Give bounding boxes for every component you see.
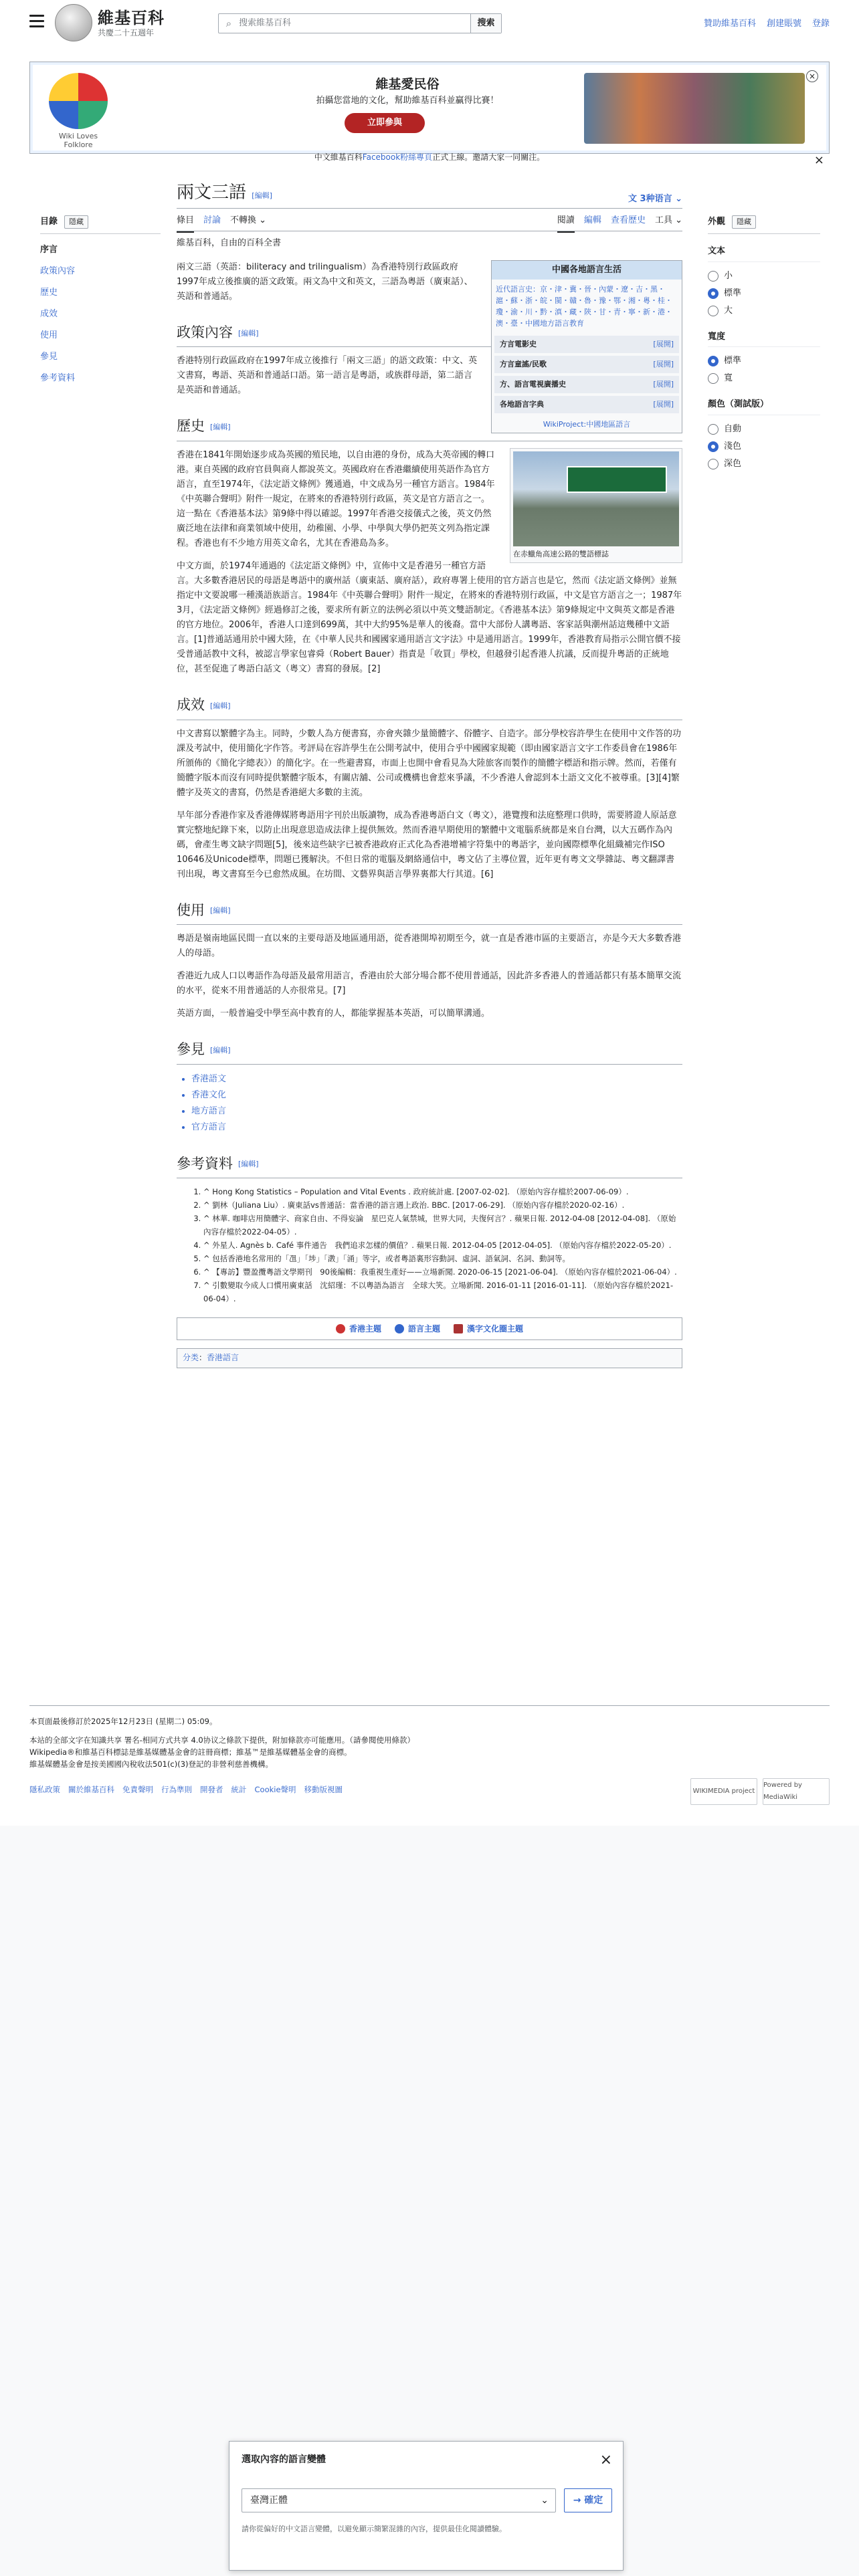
dialog-title: 選取內容的語言變體 (242, 2454, 326, 2465)
image-caption: 在赤鱲角高速公路的雙語標誌 (513, 549, 609, 558)
infobox-row: 各地語言字典 [展開] (494, 396, 679, 413)
tab-history[interactable]: 查看歷史 (610, 215, 646, 225)
dialog-hint: 請你從偏好的中文語言變體，以避免顯示簡繁混雜的內容，提供最佳化閱讀體驗。 (242, 2525, 506, 2533)
tab-article[interactable]: 條目 (177, 214, 194, 233)
section-heading-references: 參考資料 [編輯] (177, 1153, 682, 1179)
nonprofit-text: 維基媒體基金會是按美國國內稅收法501(c)(3)登記的非營利慈善機構。 (29, 1759, 274, 1769)
tab-variant[interactable]: 不轉換 ⌄ (230, 215, 267, 225)
section-heading-policy: 政策內容 [編輯] (177, 322, 682, 348)
see-also-list (191, 1071, 682, 1136)
reference-item[interactable]: 3. ^ 林華. 咖啡店用簡體字、商家自由、不得妄論 星巴克人氣禁城，世界大同，夫復何言？. 蘋果日報. 2012-04-08 [2012-04-08]. （原始內容存檔於2022-04-05）. (203, 1212, 682, 1239)
table-of-contents (40, 215, 161, 389)
mediawiki-badge[interactable]: Powered by MediaWiki (763, 1778, 830, 1805)
category-bar: 分类：香港語言 (177, 1348, 682, 1368)
expand-link[interactable]: [展開] (653, 359, 674, 368)
login-link[interactable]: 登錄 (812, 19, 830, 29)
footer-link[interactable]: 免責聲明 (122, 1785, 153, 1794)
infobox-row: 方言電影史 [展開] (494, 336, 679, 353)
appearance-hide-button[interactable]: 隱藏 (732, 215, 756, 229)
license-text: 本站的全部文字在知識共享 署名-相同方式共享 4.0协议之條款下提供，附加條款亦可能應用。（請參閱使用條款） (29, 1735, 415, 1745)
personal-tools (704, 17, 830, 31)
infobox-footer-link[interactable]: WikiProject:中國地區語言 (543, 419, 631, 429)
footer-link[interactable]: 隱私政策 (29, 1785, 60, 1794)
site-notice: 中文維基百科Facebook粉絲專頁正式上線。邀請大家一同關注。 × (0, 151, 859, 169)
footer-link[interactable]: Cookie聲明 (254, 1785, 296, 1794)
reference-item[interactable]: 7. ^ 引數變取今成人口慣用廣東話 沈紹瑾：不以粵語為語言 全球大笑。立場新聞. 2016-01-11 [2016-01-11]. （原始內容存檔於2021-06-04）. (203, 1279, 682, 1305)
color-dark[interactable]: 深色 (708, 455, 820, 473)
expand-link[interactable]: [展開] (653, 399, 674, 409)
radio[interactable] (708, 306, 719, 316)
main-menu-icon[interactable] (29, 15, 44, 28)
toc-item-references[interactable]: 參考資料 (40, 372, 76, 383)
search-icon: ⌕ (225, 17, 232, 29)
footer-link[interactable]: 移動版視圖 (304, 1785, 343, 1794)
road-sign-image[interactable] (513, 451, 679, 546)
title-edit-link[interactable]: 編輯 (254, 191, 270, 200)
text-size-small[interactable]: 小 (708, 267, 820, 285)
search-box[interactable] (218, 13, 502, 33)
variant-select[interactable]: 臺灣正體 ⌄ (242, 2488, 556, 2512)
radio[interactable] (708, 441, 719, 452)
radio[interactable] (708, 271, 719, 282)
portal-hanzi[interactable]: 漢字文化圈主題 (454, 1323, 523, 1335)
figure-bilingual-sign (510, 448, 682, 563)
category-label[interactable]: 分类 (183, 1353, 199, 1363)
tab-edit[interactable]: 編輯 (583, 215, 601, 225)
width-standard[interactable]: 標準 (708, 352, 820, 370)
wiki-loves-folklore-logo (49, 73, 108, 129)
participate-button[interactable]: 立即參與 (345, 113, 425, 133)
infobox-row: 方、語言電視廣播史 [展開] (494, 376, 679, 393)
color-auto[interactable]: 自動 (708, 421, 820, 438)
wikipedia-globe-icon[interactable] (55, 4, 92, 41)
article-content (177, 179, 682, 1368)
lead-paragraph: 兩文三語（英語：biliteracy and trilingualism）為香港特別行政區政府1997年成立後推廣的語文政策。兩文為中文和英文，三語為粵語（廣東話）、英語和普通話。 (177, 261, 473, 302)
page-footer (29, 1705, 830, 1801)
infobox (491, 260, 682, 434)
section-heading-usage: 使用 [編輯] (177, 899, 682, 926)
footer-link[interactable]: 開發者 (200, 1785, 223, 1794)
width-wide[interactable]: 寬 (708, 370, 820, 387)
site-sub: 維基百科，自由的百科全書 (177, 238, 282, 248)
toc-item-policy[interactable]: 政策內容 (40, 265, 76, 276)
color-light[interactable]: 淺色 (708, 438, 820, 455)
wikimedia-badge[interactable]: WIKIMEDIA project (690, 1778, 757, 1805)
radio[interactable] (708, 373, 719, 384)
list-item[interactable]: • 香港文化 (191, 1087, 682, 1103)
banner-title: 維基愛民俗 (375, 77, 440, 92)
donate-link[interactable]: 贊助維基百科 (703, 19, 756, 29)
toc-hide-button[interactable]: 隱藏 (64, 215, 88, 229)
toc-item-usage[interactable]: 使用 (40, 330, 58, 340)
portal-navbox (177, 1317, 682, 1340)
footer-link[interactable]: 統計 (231, 1785, 247, 1794)
reference-item[interactable]: 4. ^ 外星人. Agnès b. Café 事件通告 我們追求怎樣的價值？. 蘋果日報. 2012-04-05 [2012-04-05]. （原始內容存檔於2022-05-20）. (203, 1239, 682, 1252)
tab-talk[interactable]: 討論 (203, 215, 221, 225)
list-item[interactable]: • 地方語言 (191, 1103, 682, 1119)
reference-item[interactable]: 1. ^ Hong Kong Statistics – Population and Vital Events . 政府統計處. [2007-02-02]. （原始內容存檔於2007-06-09）. (203, 1185, 682, 1198)
text-size-group: 文本 小 標準 大 (708, 245, 820, 320)
effect-paragraph-1: 中文書寫以繁體字為主。同時，少數人為方便書寫，亦會夾雜少量簡體字、俗體字、自造字。部分學校容許學生在使用中文作答的功課及考試中，使用簡化字作答。考評局在容許學生在公開考試中，使用合乎中國國家規範（即由國家語言文字工作委員會在1986年所頒佈的《簡化字總表》）的簡化字。在一些避書寫，市面上也開中會看見為大陸旅客而製作的簡體字標語和指示牌。然而，若僅有簡體字版本而沒有同時提供繁體字版本，有關店舖、公司或機構也會惹來爭議，不少香港人會認到本土語文文化不被尊重。[3][4]繁體字及英文的書寫，仍然是香港絕大多數的主流。 (177, 728, 682, 798)
footer-link[interactable]: 關於維基百科 (68, 1785, 114, 1794)
site-title[interactable]: 維基百科 (98, 8, 165, 27)
infobox-row: 方言童謠/民歌 [展開] (494, 356, 679, 373)
text-size-standard[interactable]: 標準 (708, 285, 820, 302)
toc-item-effect[interactable]: 成效 (40, 308, 58, 319)
usage-paragraph-1: 粵語是嶺南地區民間一直以來的主要母語及地區通用語，從香港開埠初期至今，就一直是香港市區的主要語言，亦是今天大多數香港人的母語。 (177, 934, 682, 959)
edit-link[interactable]: 編輯 (241, 328, 256, 338)
portal-icon (395, 1324, 404, 1333)
tools-menu[interactable]: 工具 ⌄ (654, 215, 682, 225)
radio[interactable] (708, 459, 719, 469)
width-group: 寬度 標準 寬 (708, 330, 820, 388)
policy-paragraph: 香港特別行政區政府在1997年成立後推行「兩文三語」的語文政策：中文、英文書寫，粵語、英語和普通話口語。第一語言是粵語，或族群母語，第二語言是英語和普通話。 (177, 356, 478, 396)
portal-language[interactable]: 語言主題 (395, 1323, 440, 1335)
section-heading-history: 歷史 [編輯] (177, 415, 682, 441)
text-size-large[interactable]: 大 (708, 302, 820, 320)
portal-icon (336, 1324, 345, 1333)
page-tabs (177, 209, 682, 231)
list-item[interactable]: • 香港語文 (191, 1071, 682, 1087)
edit-link[interactable]: 編輯 (213, 906, 228, 916)
usage-paragraph-3: 英語方面，一般普遍受中學至高中教育的人，都能掌握基本英語，可以簡單溝通。 (177, 1008, 490, 1019)
section-heading-see-also: 參見 [編輯] (177, 1039, 682, 1065)
radio[interactable] (708, 356, 719, 366)
tab-read[interactable]: 閱讀 (557, 214, 575, 233)
reference-item[interactable]: 2. ^ 劉林（Juliana Liu）. 廣東話vs普通話：當香港的語言遇上政治. BBC. [2017-06-29]. （原始內容存檔於2020-02-16）. (203, 1198, 682, 1212)
expand-link[interactable]: [展開] (653, 339, 674, 348)
page-title: 兩文三語 [編輯] 文 3种语言 ⌄ (177, 179, 682, 209)
toc-item-see-also[interactable]: 參見 (40, 351, 58, 362)
confirm-button[interactable]: → 確定 (564, 2488, 612, 2512)
edit-link[interactable]: 編輯 (213, 423, 228, 432)
edit-link[interactable]: 編輯 (241, 1160, 256, 1169)
color-group: 顏色（測試版） 自動 淺色 深色 (708, 398, 820, 473)
appearance-panel (708, 215, 820, 473)
expand-link[interactable]: [展開] (653, 379, 674, 389)
logo-caption: Wiki Loves Folklore (58, 132, 98, 150)
radio[interactable] (708, 424, 719, 435)
edit-link[interactable]: 編輯 (213, 701, 228, 710)
footer-badges (690, 1778, 830, 1805)
toc-item-lead[interactable]: 序言 (40, 244, 58, 255)
trademark-text: Wikipedia®和維基百科標誌是維基媒體基金會的註冊商標；維基™是維基媒體基金會的商標。 (29, 1747, 352, 1757)
campaign-banner (29, 62, 830, 154)
reference-item[interactable]: 6. ^ 【專訪】豐盈攬粵語文學期刊 90後編輯：我重視生產好——立場新聞. 2020-06-15 [2021-06-04]. （原始內容存檔於2021-06-04）. (203, 1265, 682, 1279)
toc-title: 目錄 (40, 217, 58, 227)
infobox-title: 中國各地語言生活 (492, 261, 682, 280)
usage-paragraph-2: 香港近九成人口以粵語作為母語及最常用語言，香港由於大部分場合都不使用普通話，因此許多香港人的普通話都只有基本簡單交流的水平，從來不用普通話的人亦很常見。[7] (177, 971, 682, 996)
search-button[interactable]: 搜索 (470, 14, 501, 33)
dialog-close-icon[interactable]: × (599, 2452, 612, 2468)
chevron-down-icon: ⌄ (541, 2495, 549, 2506)
site-tagline: 共慶二十五週年 (98, 28, 155, 37)
portal-hongkong[interactable]: 香港主題 (336, 1323, 381, 1335)
footer-link[interactable]: 行為準則 (161, 1785, 192, 1794)
reference-item[interactable]: 5. ^ 包括香港地名常用的「乪」「埗」「漖」「涌」等字，或者粵語裏形容動詞、虛詞、語氣詞、名詞、動詞等。 (203, 1252, 682, 1265)
reference-list (203, 1185, 682, 1305)
search-input[interactable]: 搜索維基百科 (239, 17, 292, 28)
language-button[interactable]: 文 3种语言 ⌄ (628, 194, 682, 204)
create-account-link[interactable]: 創建賬號 (766, 19, 801, 29)
banner-photo (584, 73, 805, 144)
last-modified: 本頁面最後修訂於2025年12月23日 (星期二) 05:09。 (29, 1717, 217, 1726)
toc-item-history[interactable]: 歷史 (40, 287, 58, 298)
history-paragraph-1: 香港在1841年開始逐步成為英國的殖民地，以自由港的身份，成為大英帝國的轉口港。東自英國的政府官員與商人都說英文。英國政府在香港繼續使用英語作為官方語言，直至1974年，《法定語文條例》獲通過，中文成為另一種官方語言。1984年《中英聯合聲明》附件一規定，在將來的香港特別行政區，英文是官方語言之一。這一點在《香港基本法》第9條中得以確認。1997年香港交接儀式之後，英文仍然廣泛地在法律和商業領域中使用，幼稚園、小學、中學與大學仍把英文列為指定課程。香港也有不少地方用英文命名，尤其在香港島為多。 (177, 449, 495, 548)
portal-icon (454, 1324, 463, 1333)
category-link[interactable]: 香港語言 (207, 1353, 240, 1363)
section-heading-effect: 成效 [編輯] (177, 694, 682, 720)
infobox-regions[interactable]: 近代語言史：京・津・冀・晉・內蒙・遼・吉・黑・滬・蘇・浙・皖・閩・贛・魯・豫・鄂・湘・粵・桂・瓊・渝・川・黔・滇・藏・陝・甘・青・寧・新・港・澳・臺・中國地方語言教育 (496, 284, 672, 328)
site-header (0, 0, 859, 45)
history-paragraph-2: 中文方面，於1974年通過的《法定語文條例》中，宣佈中文是香港另一種官方語言。大多數香港居民的母語是粵語中的廣州話（廣東話、廣府話），政府專署上使用的官方語言也是它，然而《法定語文條例》並無指定中文要說哪一種漢語族語言。1984年《中英聯合聲明》附件一規定，在將來的香港特別行政區，中文是官方語言之一；1987年3月，《法定語文條例》經過修訂之後，要求所有新立的法例必須以中英文雙語制定。《香港基本法》第9條規定中文與英文都是香港的官方地位。2006年，香港人口達到699萬，其中大約95%是華人的後裔。當中大部份人講粵語、客家話與潮州話這幾種中文語言。[1]普通話通用於中國大陸，在《中華人民共和國國家通用語言文字法》中是通用語言。1999年，香港教育局指示公開官價不接受普通話教中文科，被認言學家包睿舜（Robert Bauer）指責是「收買」學校，但越發引起香港人抗議，反而提升粵語的正統地位，甚至促進了粵語白話文（粵文）書寫的發展。[2] (177, 560, 682, 674)
notice-close-icon[interactable]: × (814, 153, 824, 167)
facebook-link[interactable]: Facebook粉絲專頁 (362, 152, 433, 162)
edit-link[interactable]: 編輯 (213, 1045, 228, 1055)
banner-subtitle: 拍攝您當地的文化，幫助維基百科並贏得比賽！ (316, 96, 499, 106)
list-item[interactable]: • 官方語言 (191, 1119, 682, 1136)
banner-close-icon[interactable]: × (806, 70, 818, 82)
radio[interactable] (708, 288, 719, 299)
effect-paragraph-2: 早年部分香港作家及香港傳媒將粵語用字刊於出版讀物，成為香港粵語白文（粵文），港覽搜和法庭整理口供時，需要將證人原話意實完整地紀錄下來，以防止出現意思造成法律上提供無效。然而香港早期使用的繁體中文電腦系統都是來自台灣，以大五碼作為內碼，會產生粵文缺字問題[5]，後來這些缺字已被香港政府正式化為香港增補字符集中的粵語字，並向國際標準化組織補完作ISO 10646及Unicode標準，問題已獲解決。不但日常的電腦及網絡通信中，粵文佔了主導位置，近年更有粵文文學雜誌、粵文翻譯書刊出現，粵文書寫至今已愈然成風。在坊間、文藝界與語言學界裏都大行其道。[6] (177, 810, 677, 879)
appearance-title: 外觀 (708, 217, 726, 227)
variant-dialog (229, 2441, 624, 2571)
